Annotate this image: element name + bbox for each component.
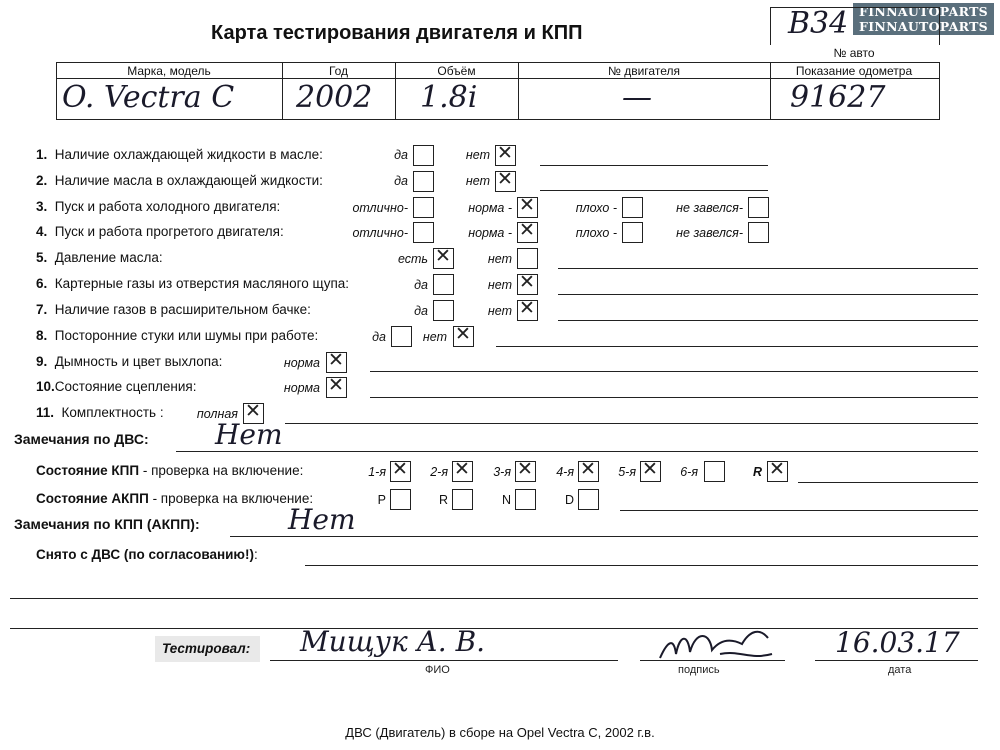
gear-1-checkbox[interactable] bbox=[390, 461, 411, 482]
gear-4-checkbox[interactable] bbox=[578, 461, 599, 482]
watermark-line-2: FINNAUTOPARTS bbox=[859, 19, 988, 34]
question-8: 8. Посторонние стуки или шумы при работе: bbox=[36, 328, 319, 343]
gear-6-checkbox[interactable] bbox=[704, 461, 725, 482]
q8-option-da-label: да bbox=[372, 330, 386, 344]
q4-checkbox-excellent[interactable] bbox=[413, 222, 434, 243]
mode-p-checkbox[interactable] bbox=[390, 489, 411, 510]
q6-checkbox-net[interactable] bbox=[517, 274, 538, 295]
q3-option-excellent-label: отлично- bbox=[352, 201, 408, 215]
mode-d-label: D bbox=[564, 493, 574, 507]
q1-checkbox-net[interactable] bbox=[495, 145, 516, 166]
question-7: 7. Наличие газов в расширительном бачке: bbox=[36, 302, 311, 317]
value-odometer: 91627 bbox=[790, 80, 886, 115]
q3-option-no-start-label: не завелся- bbox=[676, 201, 743, 215]
q2-checkbox-da[interactable] bbox=[413, 171, 434, 192]
value-engine-no: — bbox=[622, 80, 652, 115]
value-volume: 1.8i bbox=[420, 80, 478, 115]
q6-option-net-label: нет bbox=[487, 278, 512, 292]
q6-checkbox-da[interactable] bbox=[433, 274, 454, 295]
question-9: 9. Дымность и цвет выхлопа: bbox=[36, 354, 223, 369]
q9-checkbox-normal[interactable] bbox=[326, 352, 347, 373]
q2-option-da-label: да bbox=[394, 174, 408, 188]
q9-option-normal-label: норма bbox=[283, 356, 320, 370]
q8-checkbox-net[interactable] bbox=[453, 326, 474, 347]
q4-checkbox-normal[interactable] bbox=[517, 222, 538, 243]
q2-option-net-label: нет bbox=[465, 174, 490, 188]
question-4: 4. Пуск и работа прогретого двигателя: bbox=[36, 224, 284, 239]
q4-option-normal-label: норма - bbox=[468, 226, 512, 240]
gear-r-checkbox[interactable] bbox=[767, 461, 788, 482]
gear-5-label: 5-я bbox=[618, 465, 636, 479]
gear-2-checkbox[interactable] bbox=[452, 461, 473, 482]
q11-option-full-label: полная bbox=[196, 407, 238, 421]
q4-option-excellent-label: отлично- bbox=[352, 226, 408, 240]
mode-n-label: N bbox=[501, 493, 511, 507]
q3-option-normal-label: норма - bbox=[468, 201, 512, 215]
q5-checkbox-yes[interactable] bbox=[433, 248, 454, 269]
mode-r-label: R bbox=[438, 493, 448, 507]
col-header-odometer: Показание одометра bbox=[795, 64, 913, 78]
col-header-volume: Объём bbox=[437, 64, 476, 78]
q5-option-no-label: нет bbox=[487, 252, 512, 266]
gear-3-checkbox[interactable] bbox=[515, 461, 536, 482]
page-caption: ДВС (Двигатель) в сборе на Opel Vectra C, 2002 г.в. bbox=[345, 725, 655, 740]
auto-number-value: B34 bbox=[788, 6, 849, 41]
date-label: дата bbox=[888, 664, 912, 676]
q3-checkbox-no-start[interactable] bbox=[748, 197, 769, 218]
date-value: 16.03.17 bbox=[835, 626, 960, 659]
signature-scribble bbox=[650, 620, 780, 670]
q5-checkbox-no[interactable] bbox=[517, 248, 538, 269]
question-2: 2. Наличие масла в охлаждающей жидкости: bbox=[36, 173, 323, 188]
q7-option-da-label: да bbox=[414, 304, 428, 318]
q1-option-net-label: нет bbox=[465, 148, 490, 162]
value-make-model: O. Vectra C bbox=[62, 80, 235, 115]
gear-2-label: 2-я bbox=[430, 465, 448, 479]
document-title: Карта тестирования двигателя и КПП bbox=[211, 22, 583, 44]
question-3: 3. Пуск и работа холодного двигателя: bbox=[36, 199, 281, 214]
q1-option-da-label: да bbox=[394, 148, 408, 162]
q4-option-no-start-label: не завелся- bbox=[676, 226, 743, 240]
col-header-make-model: Марка, модель bbox=[127, 64, 211, 78]
question-5: 5. Давление масла: bbox=[36, 250, 163, 265]
q6-option-da-label: да bbox=[414, 278, 428, 292]
q7-checkbox-net[interactable] bbox=[517, 300, 538, 321]
mode-r-checkbox[interactable] bbox=[452, 489, 473, 510]
q2-checkbox-net[interactable] bbox=[495, 171, 516, 192]
mode-d-checkbox[interactable] bbox=[578, 489, 599, 510]
remarks-gearbox-label: Замечания по КПП (АКПП): bbox=[14, 516, 200, 532]
gear-6-label: 6-я bbox=[680, 465, 698, 479]
gear-r-label: R bbox=[752, 465, 762, 479]
q3-option-bad-label: плохо - bbox=[575, 201, 617, 215]
col-header-year: Год bbox=[328, 64, 349, 78]
value-year: 2002 bbox=[296, 80, 373, 115]
question-1: 1. Наличие охлаждающей жидкости в масле: bbox=[36, 147, 323, 162]
manual-gearbox-label: Состояние КПП - проверка на включение: bbox=[36, 463, 304, 478]
question-10: 10.Состояние сцепления: bbox=[36, 379, 197, 394]
q8-option-net-label: нет bbox=[422, 330, 447, 344]
remarks-engine-value: Нет bbox=[215, 418, 283, 451]
q10-checkbox-normal[interactable] bbox=[326, 377, 347, 398]
q5-option-yes-label: есть bbox=[397, 252, 428, 266]
mode-n-checkbox[interactable] bbox=[515, 489, 536, 510]
tested-by-label: Тестировал: bbox=[162, 641, 251, 656]
removed-label: Снято с ДВС (по согласованию!): bbox=[36, 547, 258, 562]
q4-option-bad-label: плохо - bbox=[575, 226, 617, 240]
col-header-engine-no: № двигателя bbox=[608, 64, 680, 78]
auto-gearbox-label: Состояние АКПП - проверка на включение: bbox=[36, 491, 314, 506]
q3-checkbox-bad[interactable] bbox=[622, 197, 643, 218]
gear-1-label: 1-я bbox=[368, 465, 386, 479]
q7-option-net-label: нет bbox=[487, 304, 512, 318]
q7-checkbox-da[interactable] bbox=[433, 300, 454, 321]
fio-label: ФИО bbox=[425, 664, 450, 676]
auto-number-label: № авто bbox=[833, 46, 875, 60]
remarks-gearbox-value: Нет bbox=[288, 503, 356, 536]
q3-checkbox-excellent[interactable] bbox=[413, 197, 434, 218]
gear-3-label: 3-я bbox=[493, 465, 511, 479]
q1-checkbox-da[interactable] bbox=[413, 145, 434, 166]
remarks-engine-label: Замечания по ДВС: bbox=[14, 431, 149, 447]
mode-p-label: P bbox=[377, 493, 386, 507]
gear-4-label: 4-я bbox=[556, 465, 574, 479]
q4-checkbox-bad[interactable] bbox=[622, 222, 643, 243]
q4-checkbox-no-start[interactable] bbox=[748, 222, 769, 243]
question-11: 11. Комплектность : bbox=[36, 405, 164, 420]
q10-option-normal-label: норма bbox=[283, 381, 320, 395]
tester-name-value: Мищук А. В. bbox=[300, 625, 486, 658]
question-6: 6. Картерные газы из отверстия масляного щупа: bbox=[36, 276, 350, 291]
gear-5-checkbox[interactable] bbox=[640, 461, 661, 482]
q3-checkbox-normal[interactable] bbox=[517, 197, 538, 218]
watermark-line-1: FINNAUTOPARTS bbox=[859, 4, 988, 19]
signature-label: подпись bbox=[678, 664, 720, 676]
